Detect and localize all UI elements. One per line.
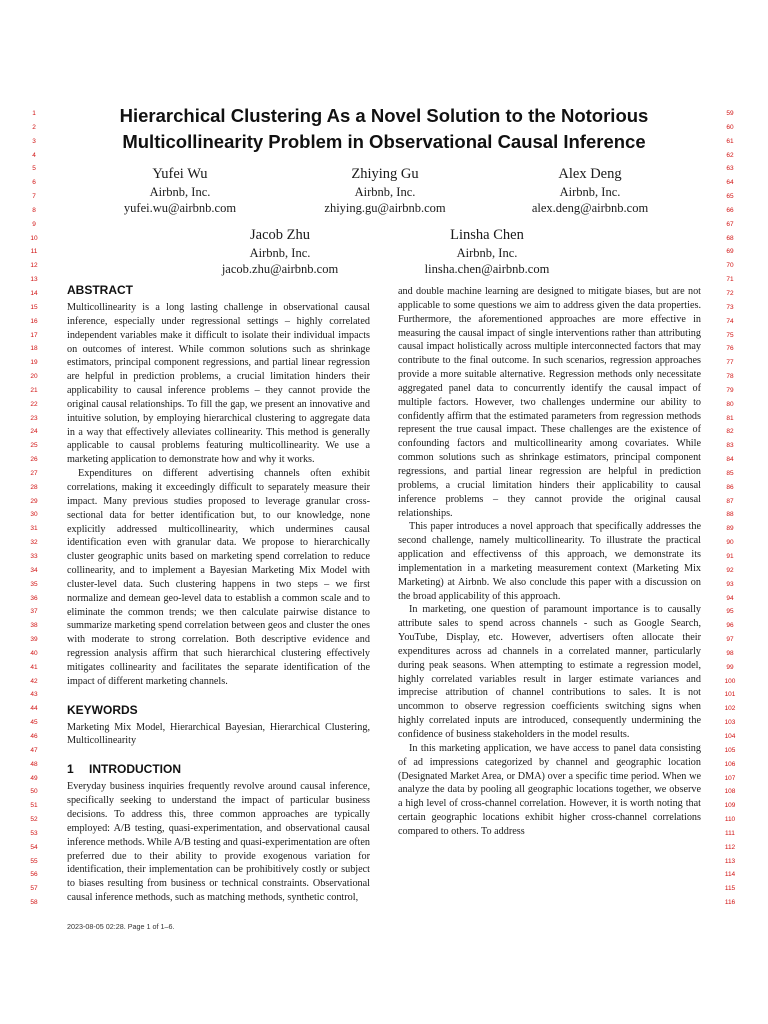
line-number: 72: [726, 289, 734, 297]
author-block: [90, 165, 270, 216]
line-number: 59: [726, 110, 734, 117]
paper-title: Hierarchical Clustering As a Novel Solution to the Notorious Multicollinearity Problem in Observational Causal Inference: [119, 105, 649, 152]
line-number: 85: [726, 469, 734, 477]
intro-paragraph-continued: and double machine learning are designed to mitigate biases, but are not applicable to some questions we aim to address given the data properties. Furthermore, the aforementioned approaches are more effective in measuring the causal impact of single interventions rather than attributing causal impact holistically across multiple interconnected factors that may contribute to the final outcome. In such scenarios, regression approaches provide a more suitable alternative. Regression methods only necessitate aggregated panel data to concurrently identify the causal impact of multiple factors. However, two challenges undermine our ability to confidently affirm that the estimated parameters from regression methods represent the true causal impact. These challenges are the existence of confounding factors and multicollinearity among covariates. While common solutions such as shrinkage estimators, principal component regressions, and partial linear regression are helpful in prediction problems, a crucial limitation hinders their applicability to causal inference problems – they cannot provide the original causal relationships.: [398, 286, 701, 519]
page-footer: 2023-08-05 02:28. Page 1 of 1–6.: [67, 922, 175, 931]
line-number: 112: [724, 843, 736, 851]
line-number: 39: [30, 636, 38, 644]
line-number: 93: [726, 580, 734, 588]
line-number: 100: [724, 677, 736, 685]
author-block: [397, 226, 577, 277]
abstract-paragraph: Multicollinearity is a long lasting challenge in observational causal inference, especially under regressional settings – highly correlated independent variables make it difficult to isolate their individual impacts on outcomes of interest. While common solutions such as shrinkage estimators, principal component regressions, and partial linear regression are helpful in prediction problems, a crucial limitation hinders their applicability to causal inference problems – they cannot provide the original causal relationships. To fill the gap, we present an innovative and intuitive solution, by employing hierarchical clustering to aggregate data in a way that effectively alleviates collinearity. This method is generally applicable to causal problems featuring multicollinearity. We use a marketing application to demonstrate how and why it works.: [67, 302, 370, 466]
line-number: 20: [30, 373, 38, 381]
line-number: 82: [726, 428, 734, 436]
line-number: 11: [30, 248, 38, 256]
line-numbers-right: [718, 107, 742, 910]
line-number: 58: [30, 899, 38, 907]
line-number: 32: [30, 539, 38, 547]
line-number: 105: [724, 746, 736, 754]
line-number: 111: [725, 829, 735, 837]
line-number: 9: [32, 220, 36, 228]
line-number: 78: [726, 373, 734, 381]
left-column: [67, 282, 370, 905]
line-number: 2: [32, 123, 36, 131]
author-email[interactable]: yufei.wu@airbnb.com: [123, 201, 237, 215]
line-number: 107: [724, 774, 736, 782]
line-number: 29: [30, 497, 38, 505]
line-number: 88: [726, 511, 734, 519]
line-number: 6: [32, 179, 36, 187]
intro-paragraph: In marketing, one question of paramount importance is to causally attribute sales to spend across channels - such as Google Search, YouTube, Display, etc. However, advertisers often allocate their expenditures across ad channels in a correlated manner, particularly during peak seasons. When attempting to estimate a regression model, highly correlated variables result in larger estimate variances and imprecise attribution of channel contributions to sales. It is not uncommon to observe regression coefficients switching signs when highly correlated inputs are introduced, consequently undermining the confidence of business stakeholders in the model results.: [398, 604, 701, 740]
line-number: 18: [30, 345, 38, 353]
line-number: 22: [30, 400, 38, 408]
line-number: 87: [726, 497, 734, 505]
line-number: 84: [726, 456, 734, 464]
line-number: 57: [30, 885, 38, 893]
line-number: 43: [30, 691, 38, 699]
line-number: 114: [724, 871, 736, 879]
introduction-heading: [67, 761, 370, 777]
line-number: 67: [726, 220, 734, 228]
line-number: 21: [30, 386, 38, 394]
author-block: [500, 165, 680, 216]
line-number: 80: [726, 400, 734, 408]
line-number: 55: [30, 857, 38, 865]
line-number: 33: [30, 553, 38, 560]
line-number: 34: [30, 566, 38, 574]
line-number: 73: [726, 303, 734, 311]
line-number: 4: [32, 151, 36, 159]
line-number: 44: [30, 705, 38, 713]
author-block: [190, 226, 370, 277]
line-number: 45: [30, 719, 38, 727]
author-name: Linsha Chen: [450, 227, 524, 243]
line-number: 56: [30, 871, 38, 879]
author-email[interactable]: alex.deng@airbnb.com: [531, 201, 649, 215]
line-number: 110: [724, 816, 736, 824]
line-number: 30: [30, 511, 38, 519]
line-number: 53: [30, 829, 38, 837]
line-number: 104: [724, 732, 736, 740]
line-number: 47: [30, 746, 38, 754]
line-number: 38: [30, 622, 38, 630]
author-name: Alex Deng: [558, 166, 622, 182]
intro-paragraph: In this marketing application, we have access to panel data consisting of ad impressions categorized by channel and geographic location (Designated Market Area, or DMA) over a specific time period. When we analyze the data by pooling all geographic locations together, we observe a high level of cross-channel correlation. However, it is worth noting that certain geographic locations exhibit higher cross-channel correlations compared to others. To address: [398, 742, 701, 837]
line-number: 3: [32, 137, 36, 145]
line-number: 52: [30, 816, 38, 824]
line-number: 10: [30, 234, 38, 242]
line-number: 61: [726, 137, 734, 145]
line-number: 103: [724, 719, 736, 727]
line-number: 24: [30, 428, 38, 436]
line-number: 5: [32, 165, 36, 173]
line-number: 95: [726, 608, 734, 616]
line-number: 62: [726, 151, 734, 159]
right-column: [398, 285, 701, 839]
line-number: 108: [724, 788, 736, 796]
line-number: 79: [726, 386, 734, 394]
line-number: 50: [30, 788, 38, 796]
line-number: 27: [30, 469, 38, 477]
line-number: 49: [30, 774, 38, 782]
line-number: 76: [726, 345, 734, 353]
author-name: Zhiying Gu: [351, 166, 419, 182]
author-affiliation: Airbnb, Inc.: [559, 185, 621, 199]
line-number: 60: [726, 123, 734, 131]
line-number: 8: [32, 206, 36, 214]
line-number: 36: [30, 594, 38, 602]
author-email[interactable]: linsha.chen@airbnb.com: [424, 262, 550, 276]
abstract-paragraph: Expenditures on different advertising channels often exhibit correlations, making it exceedingly difficult to separately measure their impact. Many previous studies proposed to leverage granular cross-sectional data for better identification but, to our knowledge, none explicitly addressed multicollinearity, which undermines causal identification even with granular data. We propose to hierarchically cluster geographic units based on marketing spend correlation to reduce collinearity, and to implement a Bayesian Marketing Mix Model with cluster-level data. Such clustering happens in two steps – we first normalize and demean geo-level data to establish a common scale and to eliminate the common trends; we then calculate pairwise distance to summarize marketing spend correlation between geos and cluster the ones with moderate to strong correlation. Both descriptive evidence and regression analysis affirm that such hierarchical clustering effectively mitigates collinearity and facilitates the separate identification of the impact of different marketing channels.: [67, 468, 370, 687]
line-number: 42: [30, 677, 38, 685]
line-number: 92: [726, 566, 734, 574]
author-name: Yufei Wu: [152, 166, 208, 182]
intro-paragraph: Everyday business inquiries frequently revolve around causal inference, specifically seeking to understand the impact of particular business decisions. To address this, three common approaches are typically employed: A/B testing, quasi-experimentation, and observational causal inference methods. While A/B testing and quasi-experimentation are often preferred due to their ability to provide exogenous variation for identification, their implementation can be prohibitively costly or subject to biases resulting from business or technical constraints. Observational causal inference methods, such as matching methods, synthetic control,: [67, 781, 370, 904]
line-number: 41: [30, 663, 38, 671]
line-number: 101: [724, 691, 736, 699]
line-number: 66: [726, 206, 734, 214]
line-number: 37: [30, 608, 38, 616]
line-number: 69: [726, 248, 734, 256]
line-number: 97: [726, 636, 734, 644]
line-number: 98: [726, 649, 734, 657]
line-number: 13: [30, 276, 38, 284]
line-number: 94: [726, 594, 734, 602]
line-number: 113: [724, 857, 736, 865]
author-block: [295, 165, 475, 216]
line-number: 116: [724, 899, 736, 907]
author-name: Jacob Zhu: [250, 227, 310, 243]
intro-paragraph: This paper introduces a novel approach that specifically addresses the second challenge, namely multicollinearity. To illustrate the practical application and effectivenss of this approach, we demonstrate its implementation in a marketing measurement context (Marketing Mix Marketing) at Airbnb. We also conclude this paper with a discussion on the broad applicability of this approach.: [398, 521, 701, 602]
line-number: 77: [726, 359, 734, 367]
line-number: 51: [30, 802, 38, 810]
line-number: 81: [726, 414, 734, 422]
line-number: 19: [30, 359, 38, 367]
line-numbers-left: [22, 107, 46, 910]
author-affiliation: Airbnb, Inc.: [149, 185, 211, 199]
line-number: 70: [726, 262, 734, 270]
line-number: 102: [724, 705, 736, 713]
line-number: 68: [726, 234, 734, 242]
line-number: 86: [726, 483, 734, 491]
line-number: 90: [726, 539, 734, 547]
keywords-text: Marketing Mix Model, Hierarchical Bayesian, Hierarchical Clustering, Multicollinearity: [67, 721, 370, 747]
line-number: 71: [726, 276, 734, 284]
line-number: 14: [30, 289, 38, 297]
line-number: 26: [30, 456, 38, 464]
line-number: 12: [30, 262, 38, 270]
author-affiliation: Airbnb, Inc.: [249, 246, 311, 260]
author-affiliation: Airbnb, Inc.: [354, 185, 416, 199]
line-number: 63: [726, 165, 734, 173]
section-title: INTRODUCTION: [89, 762, 181, 777]
author-email[interactable]: zhiying.gu@airbnb.com: [324, 201, 446, 215]
section-number: 1: [67, 762, 74, 777]
line-number: 40: [30, 649, 38, 657]
line-number: 1: [32, 110, 36, 117]
author-affiliation: Airbnb, Inc.: [456, 246, 518, 260]
author-email[interactable]: jacob.zhu@airbnb.com: [221, 262, 339, 276]
line-number: 16: [30, 317, 38, 325]
line-number: 89: [726, 525, 734, 533]
line-number: 17: [30, 331, 38, 339]
line-number: 99: [726, 663, 734, 671]
line-number: 48: [30, 760, 38, 768]
line-number: 83: [726, 442, 734, 450]
line-number: 28: [30, 483, 38, 491]
line-number: 64: [726, 179, 734, 187]
line-number: 106: [724, 760, 736, 768]
line-number: 96: [726, 622, 734, 630]
line-number: 25: [30, 442, 38, 450]
line-number: 91: [726, 553, 734, 560]
line-number: 31: [30, 525, 38, 533]
line-number: 65: [726, 193, 734, 201]
line-number: 115: [724, 885, 736, 893]
line-number: 54: [30, 843, 38, 851]
line-number: 15: [30, 303, 38, 311]
line-number: 23: [30, 414, 38, 422]
line-number: 7: [32, 193, 36, 201]
line-number: 74: [726, 317, 734, 325]
keywords-heading: KEYWORDS: [67, 702, 138, 717]
line-number: 46: [30, 732, 38, 740]
line-number: 75: [726, 331, 734, 339]
line-number: 109: [724, 802, 736, 810]
abstract-heading: ABSTRACT: [67, 283, 133, 297]
line-number: 35: [30, 580, 38, 588]
